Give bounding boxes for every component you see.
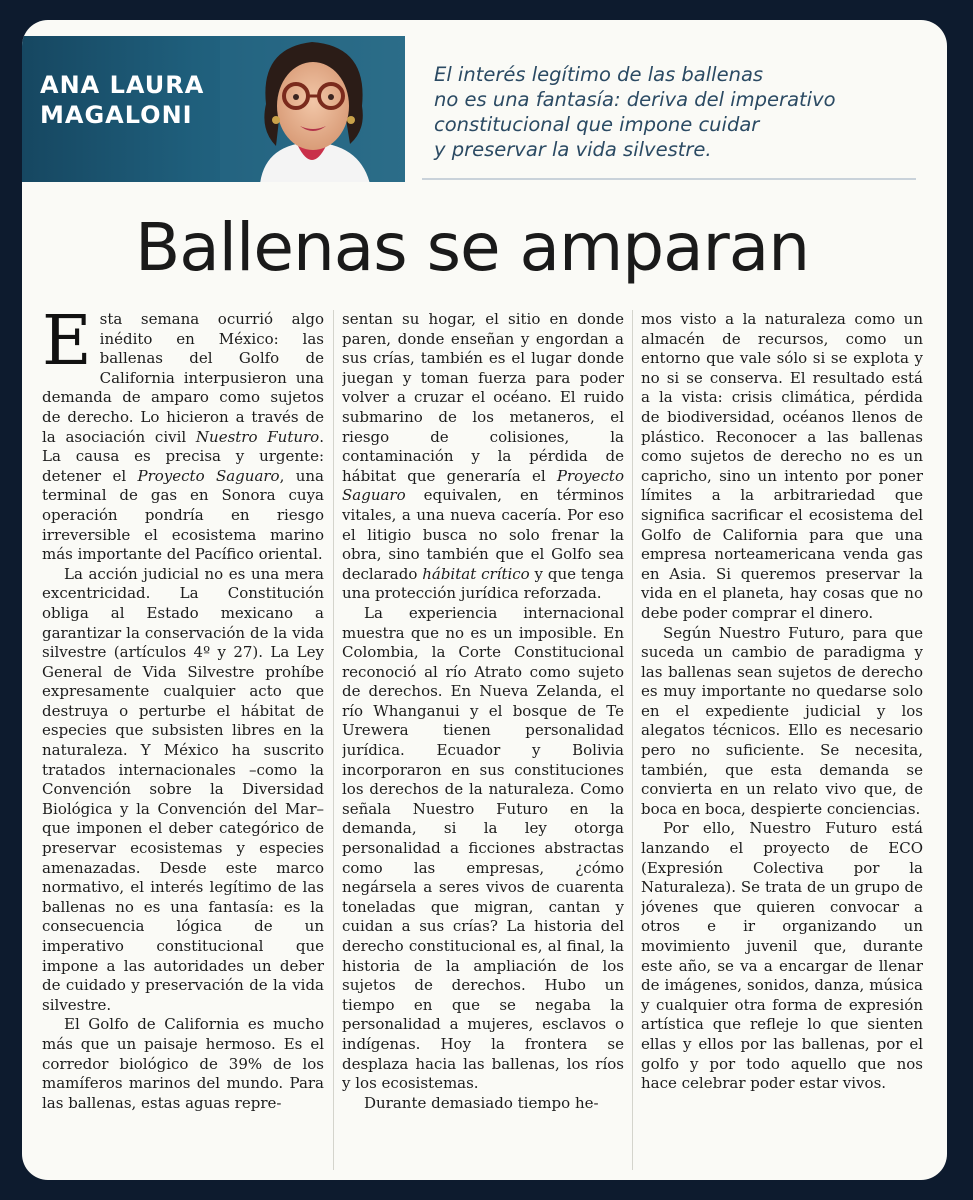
column-header [22,36,922,182]
paragraph-6: Durante demasiado tiempo he- [364,1093,599,1112]
paragraph-1-italic-a: Nuestro Futuro [195,427,320,446]
column-divider [632,310,633,1170]
paragraph-2: La acción judicial no es una mera excentricidad. La Constitución obliga al Estado mexicano a garantizar la conservación de la vida silvestre (artículos 4º y 27). La Ley General de Vida Silvestre prohíbe expresamente cualquier acto que destruya o perturbe el hábitat de especies que subsisten libres en la naturaleza. Y México ha suscrito tratados internacionales –como la Convención sobre la Diversidad Biológica y la Convención del Mar– que imponen el deber categórico de preservar ecosistemas y especies amenazadas. Desde este marco normativo, el interés legítimo de las ballenas no es una fantasía: es la consecuencia lógica de un imperativo constitucional que impone a las autoridades un deber de cuidado y preservación de la vida silvestre. [42,564,324,1014]
paragraph-3: El Golfo de California es mucho más que un paisaje hermoso. Es el corredor biológico de 39% de los mamíferos marinos del mundo. Para las ballenas, estas aguas repre- [42,1015,324,1112]
author-name-line2: MAGALONI [40,101,193,129]
paragraph-4-italic-a: Proyecto Saguaro [342,466,624,505]
pull-quote-line4: y preservar la vida silvestre. [434,138,712,161]
paragraph-4 [342,310,624,604]
paragraph-1-text-a: sta semana ocurrió algo inédito en México: las ballenas del Golfo de California interpusieron una demanda de amparo como sujetos de derecho. Lo hicieron a través de la asociación civil [42,310,324,446]
article-column-1 [42,310,324,1170]
article-column-3 [641,310,923,1170]
paragraph-4-text-c: y que tenga una protección jurídica reforzada. [342,564,624,603]
article-column-2 [342,310,624,1170]
pull-quote [434,62,904,162]
author-photo [220,36,405,182]
author-name-line1: ANA LAURA [40,71,205,99]
pull-quote-line2: no es una fantasía: deriva del imperativo [434,88,836,111]
author-banner [22,36,405,182]
headline: Ballenas se amparan [134,209,810,286]
drop-cap: E [42,310,92,381]
paragraph-4-text-b: equivalen, en términos vitales, a una nueva cacería. Por eso el litigio busca no solo frenar la obra, sino también que el Golfo sea declarado [342,486,624,583]
paragraph-1 [42,310,324,565]
paragraph-9: Por ello, Nuestro Futuro está lanzando el proyecto de ECO (Expresión Colectiva por la Naturaleza). Se trata de un grupo de jóvenes que quieren convocar a otros e ir organizando un movimiento juvenil que, durante este año, se va a encargar de llenar de imágenes, sonidos, danza, música y cualquier otra forma de expresión artística que refleje lo que sienten ellas y ellos por las ballenas, por el golfo y por todo aquello que nos hace celebrar poder estar vivos. [641,819,923,1093]
header-divider [422,178,916,180]
paragraph-8: Según Nuestro Futuro, para que suceda un cambio de paradigma y las ballenas sean sujetos de derecho es muy importante no quedarse solo en el expediente judicial y los alegatos técnicos. Ello es necesario pero no suficiente. Se necesita, también, que esta demanda se convierta en un relato vivo que, de boca en boca, despierte conciencias. [641,623,923,818]
column-divider [333,310,334,1170]
paragraph-1-italic-b: Proyecto Saguaro [137,466,280,485]
pull-quote-line1: El interés legítimo de las ballenas [434,63,764,86]
paragraph-1-text-b: . La causa es precisa y urgente: detener el [42,427,324,485]
paragraph-1-text-c: , una terminal de gas en Sonora cuya operación pondría en riesgo irreversible el ecosistema marino más importante del Pacífico oriental. [42,466,324,564]
paragraph-5: La experiencia internacional muestra que no es un imposible. En Colombia, la Corte Constitucional reconoció al río Atrato como sujeto de derechos. En Nueva Zelanda, el río Whanganui y el bosque de Te Urewera tienen personalidad jurídica. Ecuador y Bolivia incorporaron en sus constituciones los derechos de la naturaleza. Como señala Nuestro Futuro en la demanda, si la ley otorga personalidad a ficciones abstractas como las empresas, ¿cómo negársela a seres vivos de cuarenta toneladas que migran, cantan y cuidan a sus crías? La historia del derecho constitucional es, al final, la historia de la ampliación de los sujetos de derechos. Hubo un tiempo en que se negaba la personalidad a mujeres, esclavos o indígenas. Hoy la frontera se desplaza hacia las ballenas, los ríos y los ecosistemas. [342,603,624,1093]
paragraph-4-text-a: sentan su hogar, el sitio en donde paren, donde enseñan y engordan a sus crías, también es el lugar donde juegan y toman fuerza para poder volver a cruzar el océano. El ruido submarino de los metaneros, el riesgo de colisiones, la contaminación y la pérdida de hábitat que generaría el [342,310,624,485]
author-name [40,70,240,130]
newspaper-clipping [22,20,947,1180]
paragraph-4-italic-b: hábitat crítico [422,564,530,583]
paragraph-7: mos visto a la naturaleza como un almacén de recursos, como un entorno que vale sólo si se explota y no si se conserva. El resultado está a la vista: crisis climática, pérdida de biodiversidad, océanos llenos de plástico. Reconocer a las ballenas como sujetos de derecho no es un capricho, sino un intento por poner límites a la arbitrariedad que significa sacrificar el ecosistema del Golfo de California para que una empresa norteamericana venda gas en Asia. Si queremos preservar la vida en el planeta, hay cosas que no debe poder comprar el dinero. [641,310,923,622]
pull-quote-line3: constitucional que impone cuidar [434,113,760,136]
